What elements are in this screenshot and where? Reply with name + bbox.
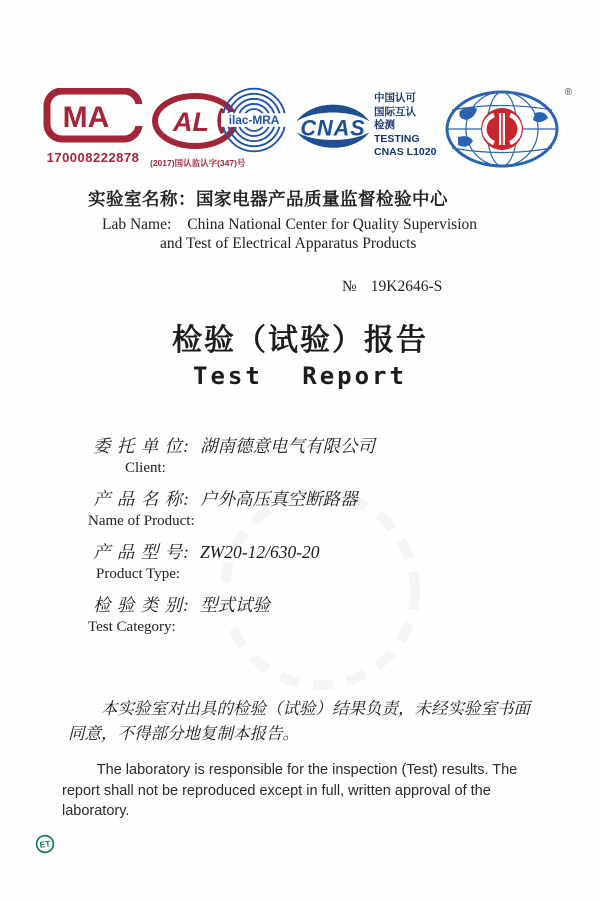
accred-line-zh-2: 国际互认 [374,105,416,118]
field-test-category-label-en: Test Category: [88,619,176,635]
report-number-value: 19K2646-S [370,278,443,295]
ilac-mra-logo [221,87,287,158]
report-title-zh: 检验（试验）报告 [172,323,428,358]
lab-name-en-line1 [102,216,528,234]
globe-icon [442,89,568,169]
lab-name-en-label: Lab Name: [102,216,172,233]
report-fields [88,433,523,645]
field-product-type-value: ZW20-12/630-20 [199,542,320,562]
ilac-mra-icon [221,87,287,153]
field-product-type-label-zh: 产 品 型 号: [93,542,190,562]
field-test-category [88,592,523,636]
et-stamp-letters: ET [38,838,52,850]
field-product-type [93,539,523,583]
accred-line-testing: TESTING [374,132,420,145]
field-product-name [88,486,523,530]
registered-trademark-symbol: ® [564,87,572,98]
green-et-stamp [34,833,57,856]
ilac-mra-letters: ilac-MRA [228,113,280,128]
cnas-icon [291,99,375,153]
lab-name-zh: 实验室名称：国家电器产品质量监督检验中心 [88,190,448,210]
cnas-letters: CNAS [300,115,366,141]
report-number [342,278,442,296]
field-product-name-label-zh: 产 品 名 称: [93,489,190,509]
cma-mark-icon [43,88,143,144]
cal-certificate-number: (2017)国认监认字(347)号 [150,158,246,168]
cal-letters: AL [173,107,209,137]
field-test-category-value: 型式试验 [199,595,270,615]
lab-name-en-text: China National Center for Quality Supervision [187,216,478,233]
cma-letters: MA [62,101,110,134]
cma-certificate-number: 170008222878 [46,150,140,165]
field-client-label-zh: 委 托 单 位: [93,436,190,456]
field-product-name-value: 户外高压真空断路器 [199,489,358,509]
field-client-label-en: Client: [125,460,166,476]
report-title-en: Test Report [193,362,407,390]
lab-name-en-line2: and Test of Electrical Apparatus Products [160,235,417,252]
accred-line-cnas-number: CNAS L1020 [374,146,437,158]
field-client-value: 湖南德意电气有限公司 [199,436,375,456]
disclaimer-en: The laboratory is responsible for the inspection (Test) results. The report shall not be reproduced except in full, written approval of the laboratory. [62,762,518,820]
cnas-logo [291,99,375,158]
accred-line-zh-1: 中国认可 [374,92,416,104]
cma-logo [42,88,144,165]
disclaimer-zh: 本实验室对出具的检验（试验）结果负责，未经实验室书面同意，不得部分地复制本报告。 [68,699,530,743]
field-test-category-label-zh: 检 验 类 别: [93,595,190,615]
accred-line-zh-3: 检测 [374,119,395,131]
report-number-label: № [342,278,357,295]
field-product-type-label-en: Product Type: [96,566,181,582]
lab-name-block [88,186,528,253]
field-product-name-label-en: Name of Product: [88,513,195,529]
field-client [93,433,523,477]
et-stamp-icon [34,833,57,856]
electrical-institute-logo [436,89,574,174]
